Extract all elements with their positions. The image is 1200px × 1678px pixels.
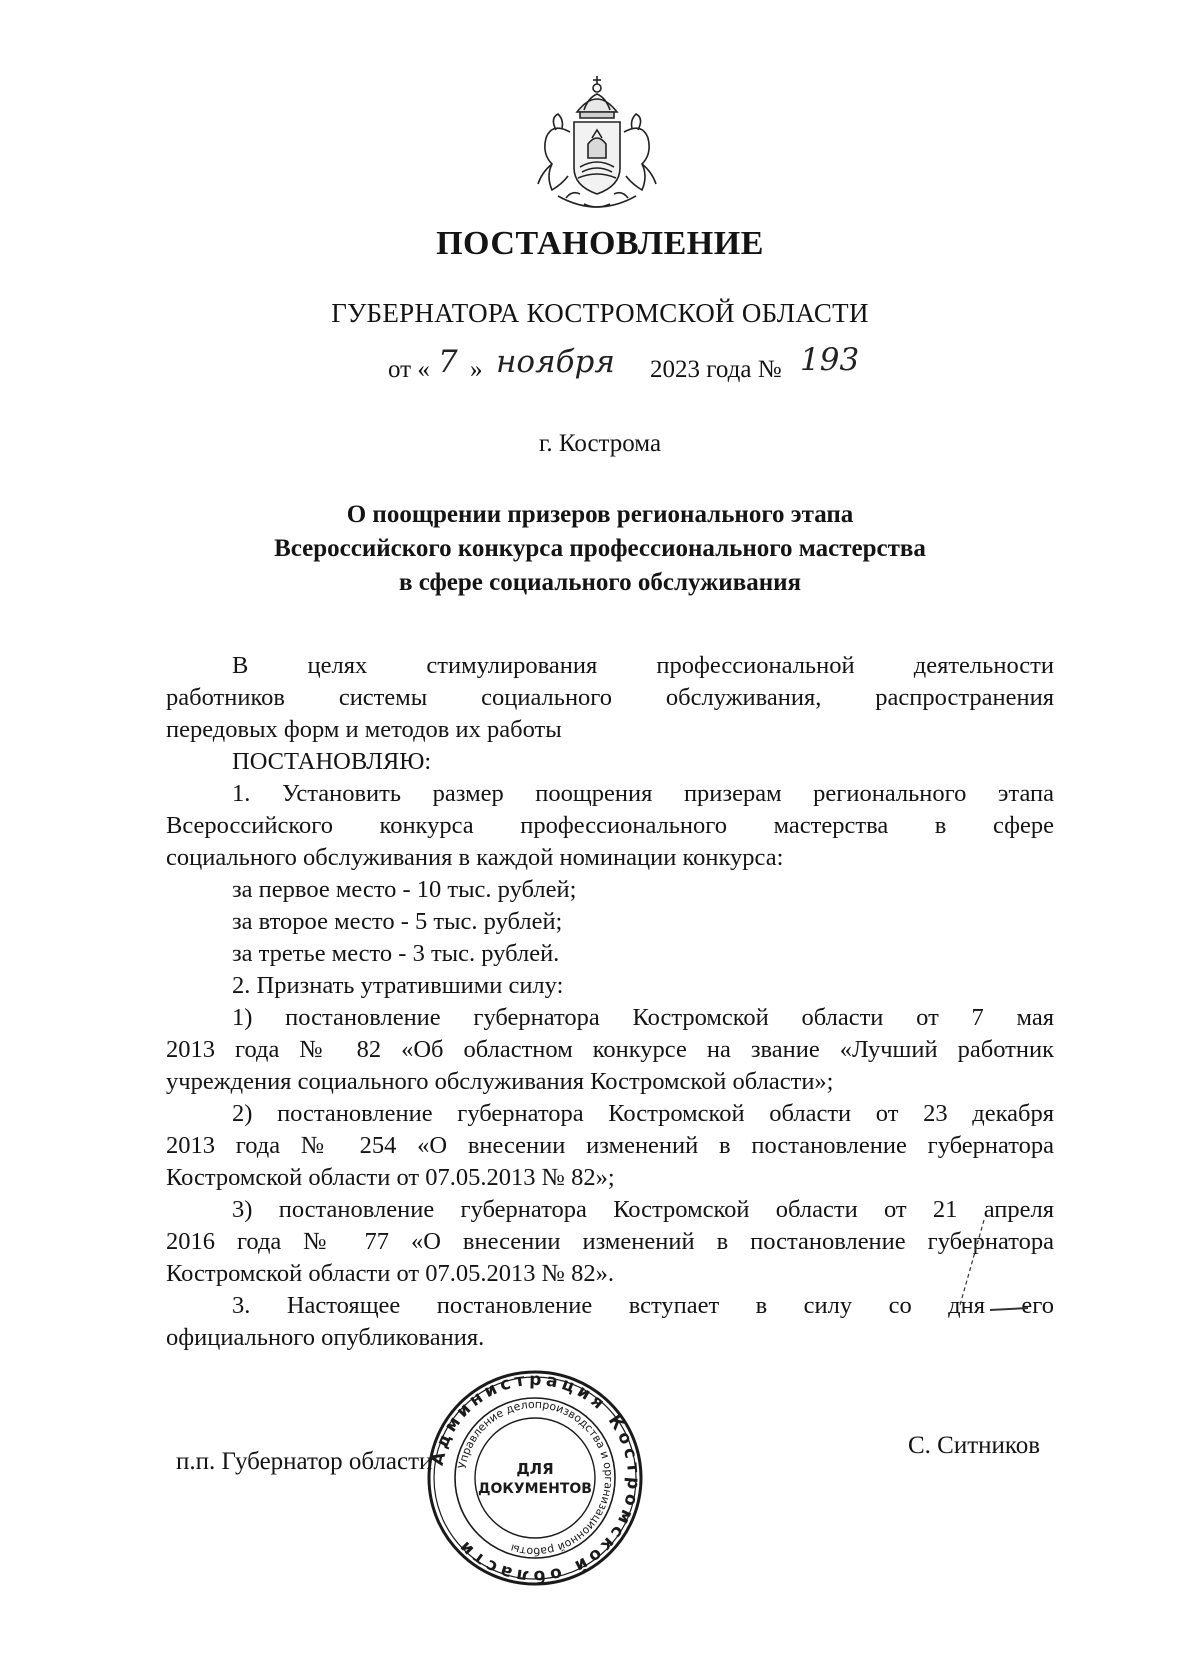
handwritten-month: ноября xyxy=(496,344,615,380)
text-line: 2016 года № 77 «О внесении изменений в постановление губернатора xyxy=(166,1228,1054,1255)
text-line: 2013 года № 254 «О внесении изменений в постановление губернатора xyxy=(166,1132,1054,1159)
text-line: учреждения социального обслуживания Костромской области»; xyxy=(166,1068,834,1095)
text-line: 2) постановление губернатора Костромской области от 23 декабря xyxy=(232,1100,1054,1127)
text-line: работников системы социального обслуживания, распространения xyxy=(166,684,1054,711)
date-mid: » xyxy=(470,356,483,383)
pen-stroke-mark xyxy=(950,1210,1030,1320)
document-subject xyxy=(0,498,1200,600)
subject-line: О поощрении призеров регионального этапа xyxy=(346,501,854,528)
text-line: Всероссийского конкурса профессионального мастерства в сфере xyxy=(166,812,1054,839)
text-line: 3. Настоящее постановление вступает в силу со дня его xyxy=(232,1292,1054,1319)
text-line: В целях стимулирования профессиональной деятельности xyxy=(232,652,1054,679)
coat-of-arms-icon xyxy=(522,72,672,222)
text-line: 3) постановление губернатора Костромской области от 21 апреля xyxy=(232,1196,1054,1223)
signatory-position: п.п. Губернатор области xyxy=(176,1448,433,1475)
subject-line: Всероссийского конкурса профессионального мастерства xyxy=(274,535,926,562)
award-first-place: за первое место - 10 тыс. рублей; xyxy=(232,876,577,903)
text-line: передовых форм и методов их работы xyxy=(166,716,562,743)
signatory-name: С. Ситников xyxy=(908,1432,1041,1459)
subject-line: в сфере социального обслуживания xyxy=(398,569,802,596)
handwritten-day: 7 xyxy=(438,344,458,380)
city-line: г. Кострома xyxy=(538,430,662,457)
text-line: Костромской области от 07.05.2013 № 82». xyxy=(166,1260,614,1287)
text-line: 1) постановление губернатора Костромской области от 7 мая xyxy=(232,1004,1054,1031)
award-second-place: за второе место - 5 тыс. рублей; xyxy=(232,908,563,935)
seal-outer-text: Администрация Костромской области xyxy=(427,1369,644,1587)
award-third-place: за третье место - 3 тыс. рублей. xyxy=(232,940,560,967)
handwritten-number: 193 xyxy=(800,342,860,378)
text-line: 2013 года № 82 «Об областном конкурсе на звание «Лучший работник xyxy=(166,1036,1054,1063)
issuer-line: ГУБЕРНАТОРА КОСТРОМСКОЙ ОБЛАСТИ xyxy=(331,298,869,328)
text-line: 2. Признать утратившими силу: xyxy=(232,972,564,999)
seal-inner-text: Управление делопроизводства и организационной работы xyxy=(455,1397,616,1559)
text-line: 1. Установить размер поощрения призерам регионального этапа xyxy=(232,780,1054,807)
round-seal-icon xyxy=(425,1368,645,1588)
text-line: официального опубликования. xyxy=(166,1324,485,1351)
document-body xyxy=(166,650,1054,1354)
document-type-title: ПОСТАНОВЛЕНИЕ xyxy=(436,225,764,262)
date-prefix: от « xyxy=(388,356,430,383)
seal-center-line: ДЛЯ xyxy=(516,1460,554,1478)
year-text: 2023 года № xyxy=(650,356,782,383)
seal-center-line: ДОКУМЕНТОВ xyxy=(478,1481,592,1497)
decree-word: ПОСТАНОВЛЯЮ: xyxy=(232,748,432,775)
date-number-line xyxy=(388,342,948,406)
text-line: Костромской области от 07.05.2013 № 82»; xyxy=(166,1164,615,1191)
text-line: социального обслуживания в каждой номинации конкурса: xyxy=(166,844,784,871)
